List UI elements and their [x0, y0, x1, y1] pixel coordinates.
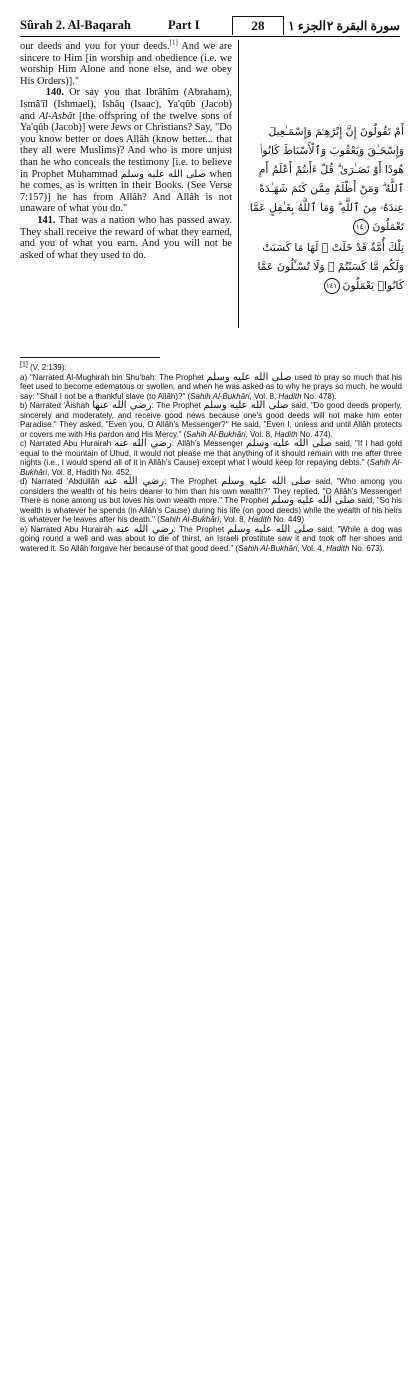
salutation-arabic: صلى الله عليه وسلم	[206, 371, 292, 383]
header-juz-arabic: الجزء ١	[288, 19, 326, 33]
text: , Vol. 8,	[249, 391, 279, 401]
verse-141	[20, 215, 232, 261]
salutation-arabic: صلى الله عليه وسلم	[203, 400, 289, 411]
text: used to pray so much that his feet used to become edematous or swollen, and when he was asked as to why he prays so much, he would say: "Shall I not be a thankful slave (to Allâh)?" (	[20, 372, 402, 401]
text: said, "If I had gold equal to the mountain of Uhud, it would not please me that anything of it should remain with me after three nights (i.e., I would spend all of it in Allâh's Cause) except what I would keep for repaying debts." (	[20, 439, 402, 467]
text: , Vol. 4,	[297, 543, 327, 553]
text: b) Narrated 'Âishah	[20, 401, 93, 410]
verse-140	[20, 87, 232, 215]
text: when he comes, as is written in their Books. (See Verse 7:157)] he has from Allâh? And Allâh is not unaware of what you do."	[20, 168, 232, 215]
header-surah-title: Sûrah 2. Al-Baqarah	[20, 18, 131, 32]
text: [the offspring of the twelve sons of Ya'qûb (Jacob)] were Jews or Christians? Say, "Do you know better or does Allâh (know better... that they all were Muslims)? And who is more unjust than he who conceals the testimony [i.e. to believe in Prophet Muhammad	[20, 110, 233, 180]
source-title: Sahih Al-Bukhâri	[20, 458, 403, 477]
text: : Allâh's Messenger	[171, 439, 246, 448]
text: Or say you that Ibrâhîm (Abraham), Ismâ'îl (Ishmael), Ishâq (Isaac), Ya'qûb (Jacob) and	[20, 87, 232, 122]
ayah-141-arabic	[246, 238, 404, 295]
ayah-140-arabic	[246, 122, 404, 236]
text: : The Prophet	[173, 524, 228, 534]
text: No. 673).	[349, 543, 385, 553]
text: c) Narrated Abu Hurairah	[20, 439, 115, 448]
salutation-arabic: صلى الله عليه وسلم	[245, 438, 333, 449]
salutation-arabic: صلى الله عليه وسلم	[221, 476, 312, 487]
text: said, "Who among you considers the wealth of his heirs dearer to him than his own wealth?" They replied, "O Allâh's Messenger! There is none among us but loves his own wealth more." The Prophet	[20, 477, 402, 505]
verse-139-continuation	[20, 38, 232, 87]
text: d) Narrated 'Abdullâh	[20, 477, 104, 486]
header-part-label: Part I	[168, 18, 200, 32]
text: a) "Narrated Al-Mughirah bin Shu'bah: The Prophet	[20, 372, 207, 382]
source-title: Sahih Al-Bukhâri	[190, 391, 250, 401]
text: No. 478).	[301, 391, 337, 401]
header-page-number: 28	[232, 16, 284, 35]
text: No. 449)	[271, 515, 305, 524]
header-surah-arabic: سورة البقرة ٢	[326, 19, 400, 33]
page-header	[20, 16, 400, 37]
footnote-marker[interactable]: [1]	[169, 38, 178, 47]
text: said, "Do good deeds properly, sincerely and moderately, and receive good news because one's good deeds will not make him enter Paradise." They asked, "Even you, O Allâh's Messenger?" He said, "Even I, unless and until Allâh protects or covers me with His pardon and His Mercy." (	[20, 401, 402, 439]
ayah-text: أَمْ تَقُولُونَ إِنَّ إِبْرَٰهِـۧمَ وَإِسْمَـٰعِيلَ وَإِسْحَـٰقَ وَيَعْقُوبَ وَٱلْأَسْبَاطَ كَانُوا۟ هُودًا أَوْ نَصَـٰرَىٰ ۗ قُلْ ءَأَنتُمْ أَعْلَمُ أَمِ ٱللَّهُ ۗ وَمَنْ أَظْلَمُ مِمَّن كَتَمَ شَهَـٰدَةً عِندَهُۥ مِنَ ٱللَّهِ ۗ وَمَا ٱللَّهُ بِغَـٰفِلٍ عَمَّا تَعْمَلُونَ	[249, 125, 404, 233]
text: (V. 2:139):	[27, 363, 67, 372]
footnote-rule	[20, 357, 160, 358]
salutation-arabic: صلى الله عليه وسلم	[120, 168, 207, 180]
text: said, "While a dog was going round a well and was about to die of thirst, an Israeli prostitute saw it and took off her shoes and watered it. So Allâh forgave her because of that good deed." (	[20, 524, 402, 553]
ayah-end-marker: ١٤١	[324, 278, 340, 294]
text: That was a nation who has passed away. They shall receive the reward of what they earned, and you of what you earn. And you will not be asked of what they used to do.	[20, 214, 232, 261]
text: No. 474).	[297, 429, 333, 439]
text: our deeds and you for your deeds.	[20, 41, 170, 52]
source-title: Sahih Al-Bukhâri	[159, 515, 220, 524]
footnotes	[20, 363, 402, 553]
text: , Vol. 8,	[219, 515, 249, 524]
text: And we are sincere to Him [in worship and obedience (i.e. we worship Him Alone and none else, and we obey His Orders)]."	[20, 41, 232, 87]
footnote-c	[20, 439, 402, 477]
footnote-b	[20, 401, 402, 439]
text: e) Narrated Abu Hurairah	[20, 524, 116, 534]
hadith-word: Hadith	[278, 391, 302, 401]
verse-number: 140.	[45, 87, 64, 99]
term-asbat: Al-Asbât	[38, 110, 76, 122]
source-title: Sahih Al-Bukhâri	[186, 429, 246, 439]
honorific-arabic: رضي الله عنه	[103, 476, 165, 487]
column-divider	[238, 40, 239, 328]
ayah-text: تِلْكَ أُمَّةٌ قَدْ خَلَتْ ۖ لَهَا مَا كَسَبَتْ وَلَكُم مَّا كَسَبْتُمْ ۖ وَلَا تُسْـَٔلُونَ عَمَّا كَانُوا۟ يَعْمَلُونَ	[257, 241, 404, 292]
text: : The Prophet	[151, 401, 204, 410]
footnote-e	[20, 525, 402, 554]
footnote-marker: [1]	[20, 361, 28, 369]
text: : The Prophet	[164, 477, 222, 486]
text: , Vol. 8,	[245, 429, 275, 439]
text: said, "So his wealth is whatever he spends (in Allâh's Cause) during his life (on good deeds) while the wealth of his heirs is whatever he leaves after his death." (	[20, 496, 402, 524]
hadith-word: Hadith	[248, 515, 272, 524]
hadith-word: Hadith	[274, 429, 298, 439]
honorific-arabic: رضي الله عنها	[92, 400, 152, 411]
source-title: Sahih Al-Bukhâri	[238, 543, 298, 553]
text: , Vol. 8, Hadith No. 452.	[47, 467, 132, 477]
translation-column	[20, 38, 233, 261]
salutation-arabic: صلى الله عليه وسلم	[227, 523, 315, 535]
verse-number: 141.	[37, 214, 56, 226]
footnote-a	[20, 373, 402, 402]
hadith-word: Hadith	[326, 543, 350, 553]
salutation-arabic: صلى الله عليه وسلم	[270, 495, 356, 506]
footnote-d	[20, 477, 402, 525]
ayah-end-marker: ١٤٠	[353, 219, 369, 235]
honorific-arabic: رضي الله عنه	[114, 438, 172, 449]
honorific-arabic: رضي الله عنه	[115, 523, 174, 535]
